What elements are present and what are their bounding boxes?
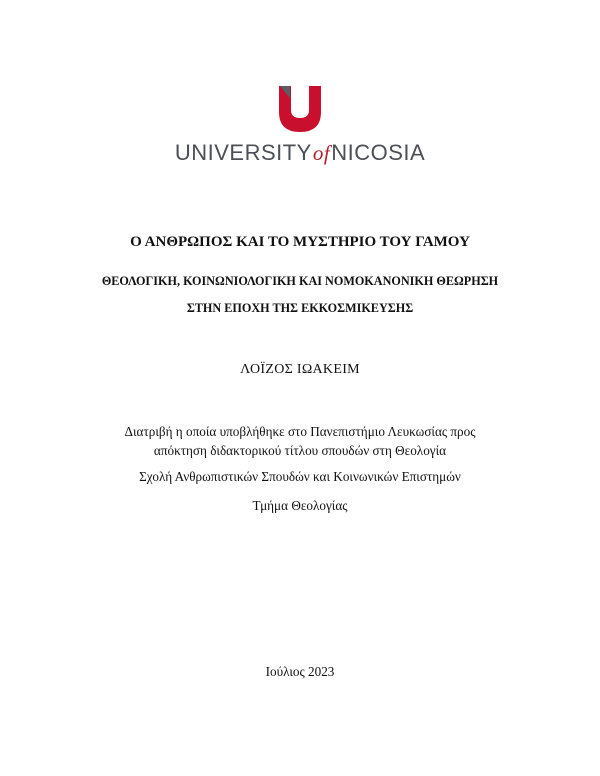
thesis-subtitle-line-1: ΘΕΟΛΟΓΙΚΗ, ΚΟΙΝΩΝΙΟΛΟΓΙΚΗ ΚΑΙ ΝΟΜΟΚΑΝΟΝΙΚΗ ΘΕΩΡΗΣΗ (101, 274, 499, 288)
university-wordmark (0, 140, 600, 166)
author-name: ΛΟΪΖΟΣ ΙΩΑΚΕΙΜ (240, 362, 360, 377)
wordmark-university: UNIVERSITY (174, 140, 312, 165)
thesis-title: Ο ΑΝΘΡΩΠΟΣ ΚΑΙ ΤΟ ΜΥΣΤΗΡΙΟ ΤΟΥ ΓΑΜΟΥ (130, 234, 470, 250)
wordmark-nicosia: NICOSIA (331, 140, 426, 165)
shield-inner (291, 86, 309, 118)
wordmark-of: of (312, 141, 331, 165)
submission-date: Ιούλιος 2023 (265, 664, 335, 679)
school-name: Σχολή Ανθρωπιστικών Σπουδών και Κοινωνικών Επιστημών (139, 469, 461, 484)
description-line-1: Διατριβή η οποία υποβλήθηκε στο Πανεπιστήμιο Λευκωσίας προς (124, 424, 476, 439)
university-shield-icon (279, 86, 321, 132)
description-line-2: απόκτηση διδακτορικού τίτλου σπουδών στη Θεολογία (153, 443, 447, 458)
thesis-subtitle-line-2: ΣΤΗΝ ΕΠΟΧΗ ΤΗΣ ΕΚΚΟΣΜΙΚΕΥΣΗΣ (186, 301, 414, 315)
department-name: Τμήμα Θεολογίας (252, 498, 348, 513)
